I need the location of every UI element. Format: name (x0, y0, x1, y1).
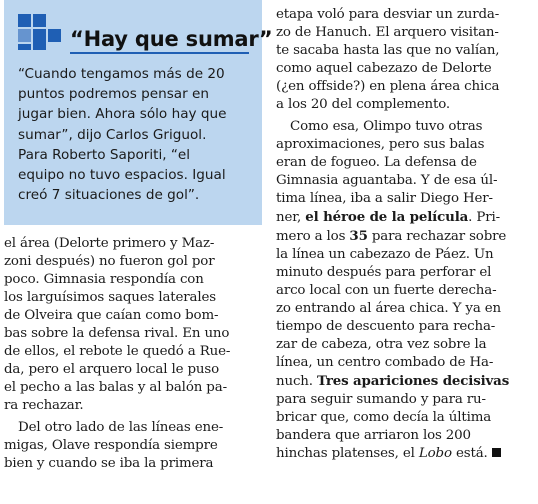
sidebar-line: jugar bien. Ahora sólo hay que (18, 106, 227, 123)
text-line: bricar que, como decía la última (276, 410, 492, 425)
text-run: está. (451, 446, 488, 461)
bold-highlight: el héroe de la película (305, 209, 469, 225)
text-line: el área (Delorte primero y Maz- (4, 236, 215, 251)
text-line: como aquel cabezazo de Delorte (276, 61, 492, 76)
sidebar-title: “Hay que sumar” (70, 27, 273, 51)
text-line: minuto después para perforar el (276, 265, 492, 280)
text-run: para rechazar sobre (367, 229, 507, 244)
text-run: nuch. (276, 374, 317, 389)
sidebar-quote (18, 64, 256, 205)
text-line: migas, Olave respondía siempre (4, 438, 218, 453)
text-line: zo de Hanuch. El arquero visitan- (276, 25, 499, 40)
text-line: Del otro lado de las líneas ene- (18, 420, 224, 435)
text-line (276, 227, 536, 246)
sidebar-line: “Cuando tengamos más de 20 (18, 66, 225, 82)
text-run: . Pri- (468, 210, 501, 225)
blue-squares-logo-icon (18, 14, 62, 50)
text-line: da, pero el arquero local le puso (4, 362, 219, 377)
sidebar-line: equipo no tuvo espacios. Igual (18, 167, 226, 184)
text-line: bas sobre la defensa rival. En uno (4, 326, 230, 341)
text-line: tima línea, iba a salir Diego Her- (276, 191, 493, 206)
text-run: ner, (276, 210, 306, 225)
right-column-text (276, 6, 536, 463)
text-line: de ellos, el rebote le quedó a Rue- (4, 344, 231, 359)
text-line: Gimnasia aguantaba. Y de esa úl- (276, 173, 498, 188)
text-run: mero a los (276, 229, 350, 244)
left-column-text (4, 235, 264, 473)
text-line: Como esa, Olimpo tuvo otras (290, 119, 483, 134)
text-line: (¿en offside?) en plena área chica (276, 79, 500, 94)
text-line (276, 445, 536, 463)
bold-highlight: Tres apariciones decisivas (317, 373, 510, 389)
text-line: arco local con un fuerte derecha- (276, 283, 497, 298)
end-mark-square-icon (492, 448, 501, 457)
text-line: eran de fogueo. La defensa de (276, 155, 477, 170)
text-line: para seguir sumando y para ru- (276, 392, 486, 407)
sidebar-box (4, 0, 273, 225)
text-line: etapa voló para desviar un zurda- (276, 7, 500, 22)
text-line: línea, un centro combado de Ha- (276, 355, 494, 370)
text-line (276, 372, 536, 391)
sidebar-line: creó 7 situaciones de gol”. (18, 187, 200, 204)
text-line: a los 20 del complemento. (276, 97, 451, 112)
text-line: zar de cabeza, otra vez sobre la (276, 337, 487, 352)
sidebar-line: puntos podremos pensar en (18, 86, 210, 103)
text-line: tiempo de descuento para recha- (276, 319, 496, 334)
text-line: te sacaba hasta las que no valían, (276, 43, 500, 58)
text-line: ra rechazar. (4, 398, 84, 413)
sidebar-line: Para Roberto Saporiti, “el (18, 146, 191, 163)
sidebar-line: sumar”, dijo Carlos Griguol. (18, 126, 207, 143)
italic-name: Lobo (418, 446, 452, 461)
text-line: poco. Gimnasia respondía con (4, 272, 204, 287)
text-line: la línea un cabezazo de Páez. Un (276, 247, 494, 262)
text-line: los larguísimos saques laterales (4, 290, 217, 305)
text-line: zoni después) no fueron gol por (4, 254, 215, 269)
text-line: bien y cuando se iba la primera (4, 456, 214, 471)
text-line: el pecho a las balas y al balón pa- (4, 380, 227, 395)
sidebar-title-rule (70, 52, 249, 54)
text-line: zo entrando al área chica. Y ya en (276, 301, 502, 316)
text-line: de Olveira que caían como bom- (4, 308, 219, 323)
text-line: aproximaciones, pero sus balas (276, 137, 485, 152)
text-line (276, 208, 536, 227)
text-run: hinchas platenses, el (276, 446, 419, 461)
text-line: bandera que arriaron los 200 (276, 428, 471, 443)
bold-highlight: 35 (349, 228, 368, 244)
